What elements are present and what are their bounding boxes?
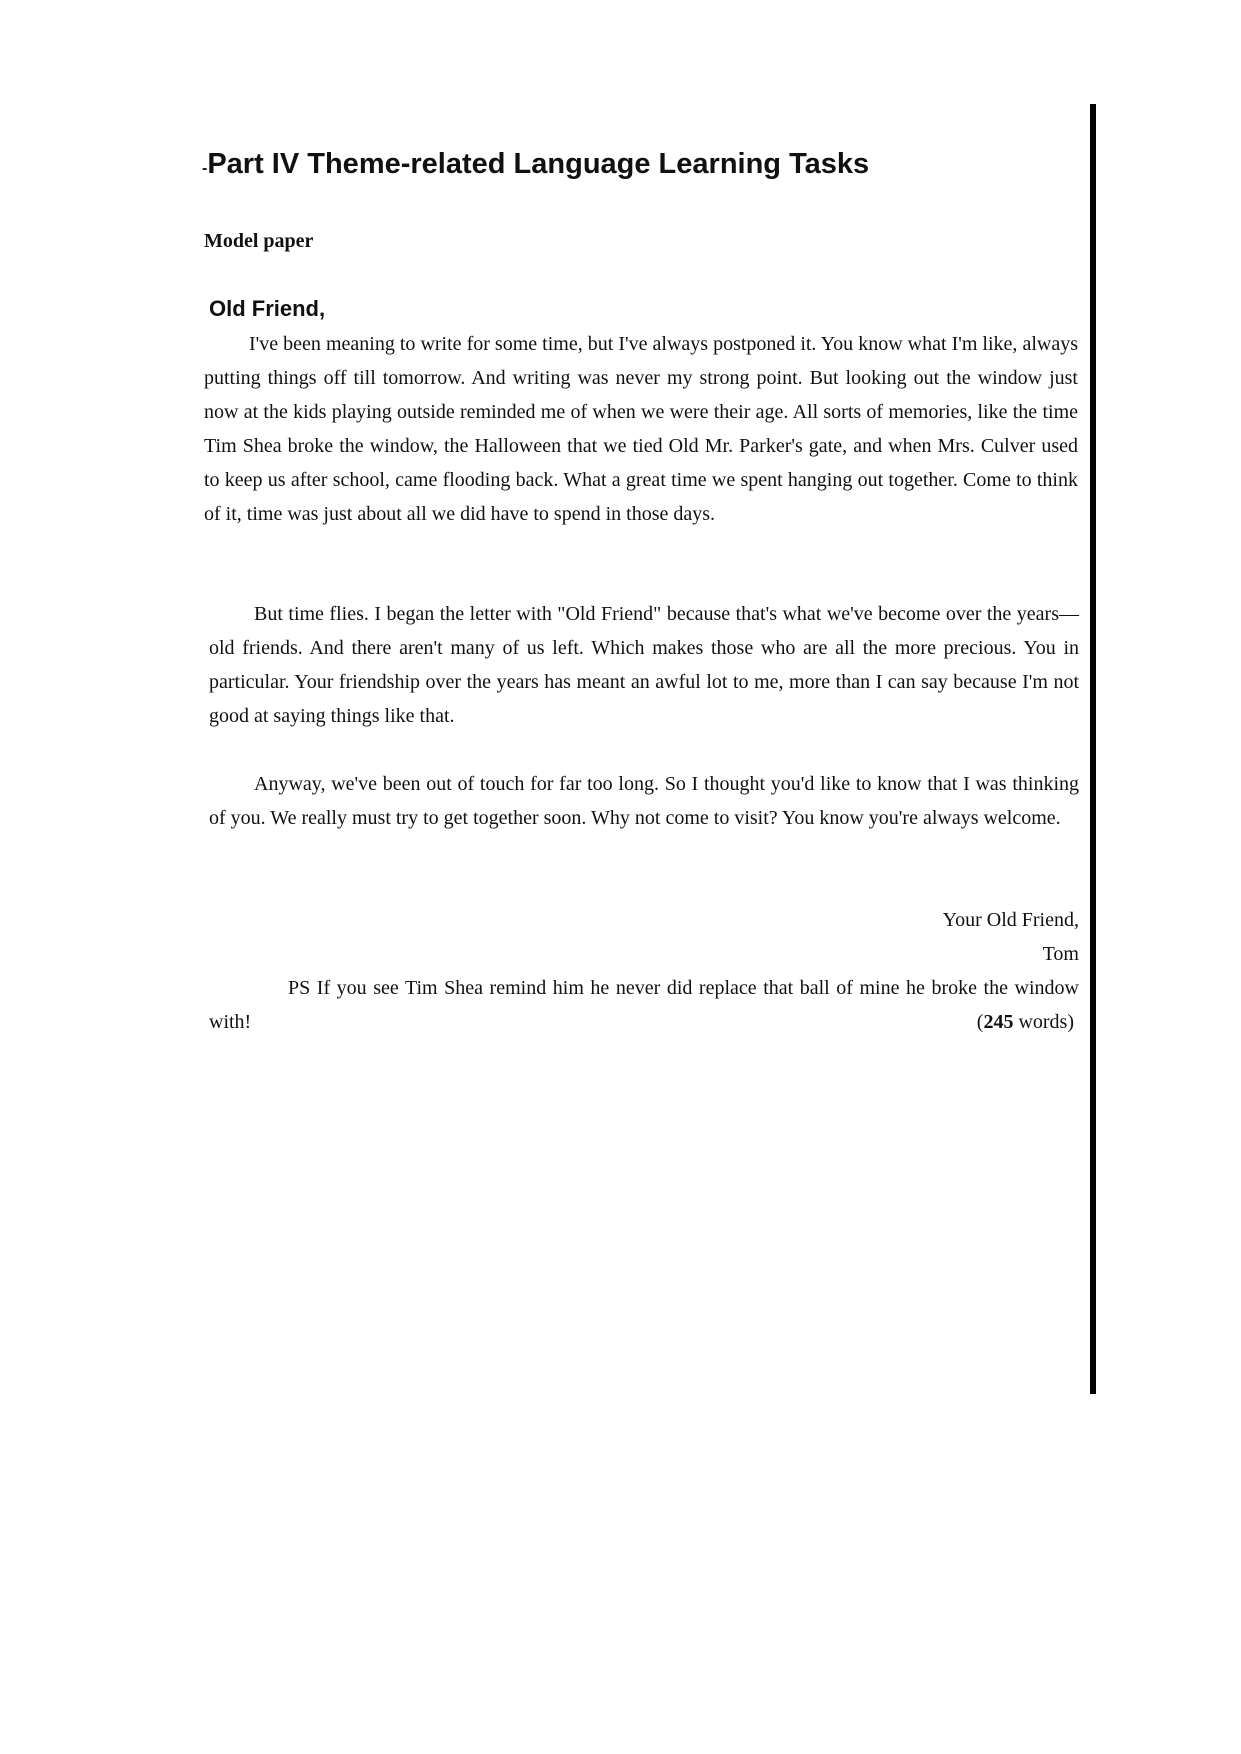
model-paper-label: Model paper	[204, 230, 314, 252]
word-count-open: (	[976, 1011, 984, 1033]
letter-salutation: Old Friend,	[209, 296, 326, 321]
section-heading	[202, 148, 869, 181]
letter-closing: Your Old Friend,	[942, 909, 1079, 931]
letter-paragraph-1: I've been meaning to write for some time, but I've always postponed it. You know what I'm like, always putting things off till tomorrow. And writing was never my strong point. But looking out the window just now at the kids playing outside reminded me of when we were their age. All sorts of memories, like the time Tim Shea broke the window, the Halloween that we tied Old Mr. Parker's gate, and when Mrs. Culver used to keep us after school, came flooding back. What a great time we spent hanging out together. Come to think of it, time was just about all we did have to spend in those days.	[204, 333, 1078, 525]
section-title: Part IV Theme-related Language Learning Tasks	[207, 148, 870, 180]
word-count-label: words)	[1013, 1011, 1074, 1033]
section-marker: -	[202, 160, 208, 177]
word-count	[977, 1005, 1074, 1039]
right-margin-rule	[1090, 104, 1096, 1394]
letter-paragraph-3: Anyway, we've been out of touch for far too long. So I thought you'd like to know that I was thinking of you. We really must try to get together soon. Why not come to visit? You know you're always welcome.	[209, 773, 1079, 829]
word-count-number: 245	[983, 1011, 1014, 1033]
letter-postscript: PS If you see Tim Shea remind him he never did replace that ball of mine he broke the window with!	[209, 977, 1079, 1033]
letter-signature: Tom	[1042, 943, 1079, 965]
letter-paragraph-2: But time flies. I began the letter with "Old Friend" because that's what we've become over the years—old friends. And there aren't many of us left. Which makes those who are all the more precious. You in particular. Your friendship over the years has meant an awful lot to me, more than I can say because I'm not good at saying things like that.	[209, 603, 1079, 727]
